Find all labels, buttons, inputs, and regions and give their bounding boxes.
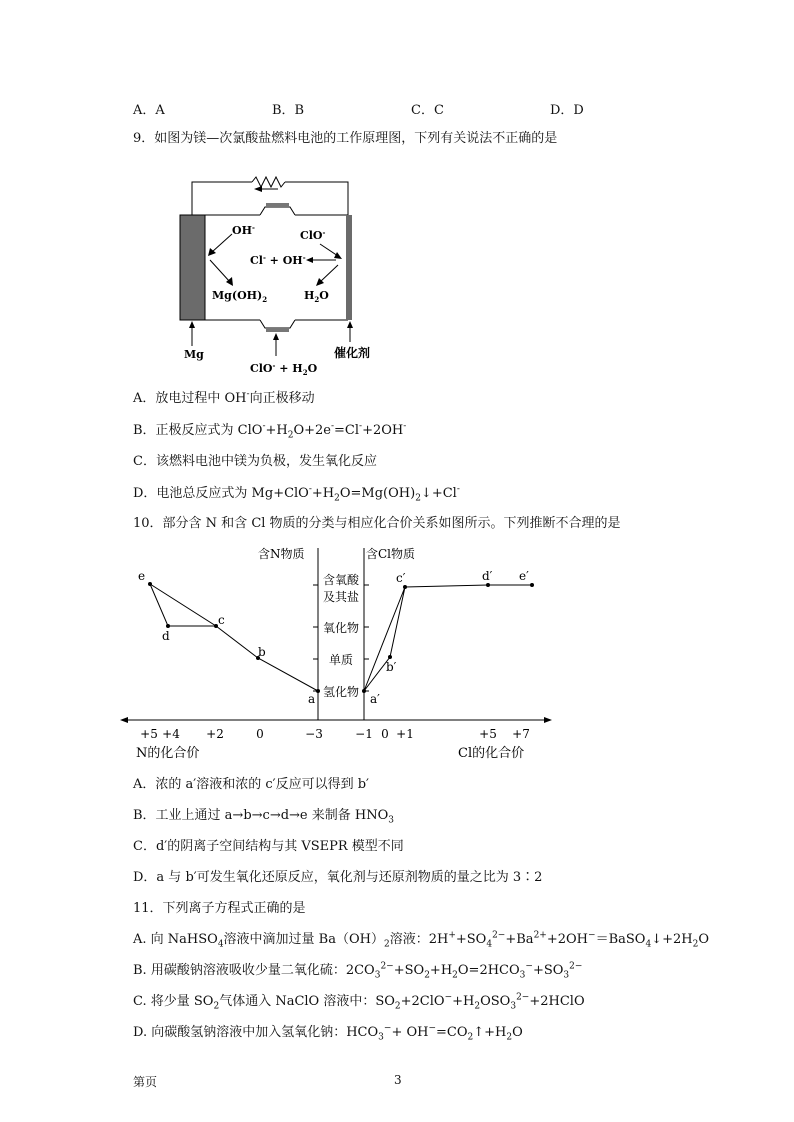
tick-n-minus3: −3 (305, 727, 323, 741)
q9-option-d: D．电池总反应式为 $Mg+ClO^-+H_2O=Mg(OH)_2↓+Cl^-$ (133, 484, 460, 504)
mgoh2-label: $Mg(OH)_2$ (212, 289, 268, 304)
label-a-prime: a′ (370, 692, 380, 706)
q9-option-b: B．正极反应式为 $ClO^-+H_2O+2e^-=Cl^-+2OH^-$ (133, 421, 407, 441)
cl-axis-label: Cl的化合价 (458, 746, 525, 761)
q11-stem: 11．下列离子方程式正确的是 (133, 901, 306, 916)
n-header: 含N物质 (258, 547, 305, 561)
valence-chart (0, 540, 600, 765)
point-a-prime (362, 689, 366, 693)
label-e-prime: e′ (519, 569, 529, 583)
q10-option-d: D．a 与 b′可发生氧化还原反应，氧化剂与还原剂物质的量之比为 3∶2 (133, 870, 543, 885)
q10-stem: 10．部分含 N 和含 Cl 物质的分类与相应化合价关系如图所示。下列推断不合理的是 (133, 516, 621, 531)
footer-left: 第页 (133, 1075, 158, 1089)
oh-label: OH- (232, 223, 255, 237)
page-number: 3 (394, 1073, 402, 1087)
option-a: A．A (133, 103, 165, 118)
label-a: a (308, 692, 316, 706)
point-e (148, 582, 152, 586)
option-b: B．B (272, 103, 305, 118)
tick-cl-plus5: +5 (479, 727, 497, 741)
label-c: c (218, 613, 225, 627)
point-d (166, 624, 170, 628)
cl-oh-label: Cl- + OH- (250, 253, 306, 267)
category-hydride: 氢化物 (322, 685, 360, 699)
category-oxide: 氧化物 (322, 621, 360, 635)
point-b-prime (388, 655, 392, 659)
clo-h2o-input-label: $ClO^- + H_2O$ (250, 361, 318, 377)
battery-diagram (170, 170, 400, 380)
q11-option-c: C. 将少量 $SO_2$气体通入 NaClO 溶液中：$SO_2+2ClO^-+H_2OSO_3^{2-}+2HClO$ (133, 992, 585, 1012)
label-d-prime: d′ (482, 569, 493, 583)
q11-option-a: A. 向 NaHSO$_4$溶液中滴加过量 $Ba(OH)_2$溶液：$2H^++SO_4^{2-}+Ba^{2+}+2OH^-=BaSO_4↓+2H_2O$ (133, 930, 709, 950)
label-e: e (138, 569, 146, 583)
cl-header: 含Cl物质 (366, 547, 416, 561)
clo-label: ClO- (300, 228, 326, 242)
catalyst-electrode (346, 215, 352, 320)
q10-option-a: A．浓的 a′溶液和浓的 c′反应可以得到 b′ (133, 777, 369, 792)
point-d-prime (486, 583, 490, 587)
category-oxyacid: 含氧酸 (322, 573, 360, 587)
n-axis-label: N的化合价 (136, 746, 200, 761)
tick-cl-0: 0 (381, 727, 389, 741)
category-element: 单质 (328, 653, 354, 667)
tick-n-plus4: +4 (162, 727, 180, 741)
option-d: D．D (550, 103, 584, 118)
h2o-label: $H_2O$ (304, 289, 329, 304)
point-a (316, 689, 320, 693)
label-d: d (162, 629, 170, 643)
label-c-prime: c′ (396, 571, 406, 585)
tick-cl-plus7: +7 (512, 727, 530, 741)
category-oxyacid-salt: 及其盐 (322, 590, 360, 604)
option-c: C．C (411, 103, 444, 118)
tick-n-0: 0 (256, 727, 264, 741)
q10-option-b: B．工业上通过 a→b→c→d→e 来制备 $HNO_3$ (133, 808, 394, 826)
point-c-prime (403, 585, 407, 589)
tick-cl-plus1: +1 (396, 727, 414, 741)
q11-option-d: D. 向碳酸氢钠溶液中加入氢氧化钠：$HCO_3^-+$ $OH^-=CO_2↑+H_2O$ (133, 1023, 523, 1043)
tick-n-plus2: +2 (206, 727, 224, 741)
catalyst-label: 催化剂 (334, 346, 371, 360)
mg-electrode (180, 215, 205, 320)
label-b: b (258, 645, 266, 659)
point-e-prime (530, 583, 534, 587)
mg-label: Mg (184, 348, 204, 361)
q9-option-c: C．该燃料电池中镁为负极，发生氧化反应 (133, 454, 377, 469)
q11-option-b: B. 用碳酸钠溶液吸收少量二氧化硫：$2CO_3^{2-}+SO_2+H_2O=2HCO_3^-+SO_3^{2-}$ (133, 961, 583, 981)
q9-stem: 9．如图为镁—次氯酸盐燃料电池的工作原理图，下列有关说法不正确的是 (133, 131, 558, 146)
tick-cl-minus1: −1 (355, 727, 373, 741)
q10-option-c: C．d′的阴离子空间结构与其 VSEPR 模型不同 (133, 839, 404, 854)
q9-option-a: A．放电过程中 OH-向正极移动 (133, 389, 315, 406)
tick-n-plus5: +5 (140, 727, 158, 741)
label-b-prime: b′ (386, 660, 397, 674)
